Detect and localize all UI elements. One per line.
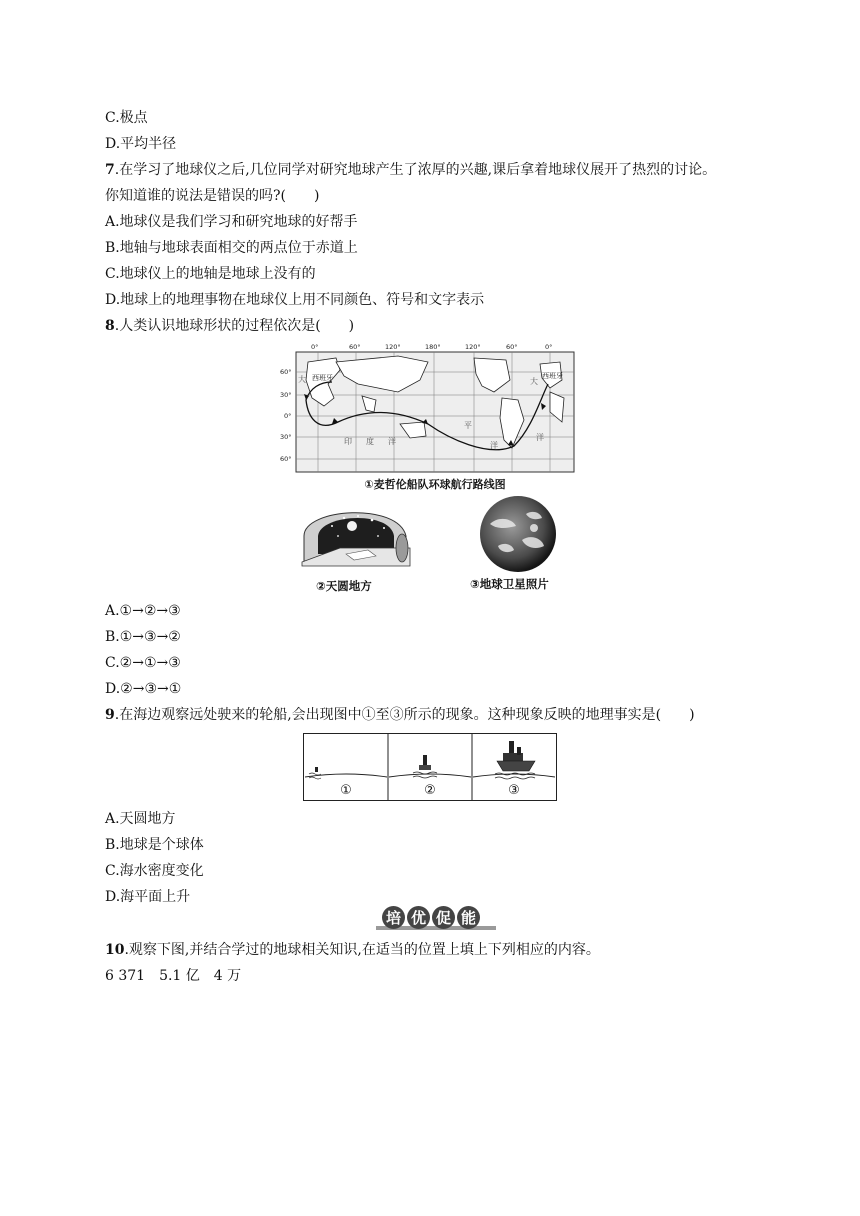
q8-stem-text: .人类认识地球形状的过程依次是( ) xyxy=(114,318,355,334)
section-badge-char: 能 xyxy=(457,906,480,929)
panel-label: ③ xyxy=(508,783,520,798)
q7-stem-line1: .在学习了地球仪之后,几位同学对研究地球产生了浓厚的兴趣,课后拿着地球仪展开了热烈的讨论。 xyxy=(114,162,717,178)
earth-globe-image xyxy=(468,494,568,574)
map-ocean-char: 度 xyxy=(366,437,374,446)
map-place-label: 西班牙 xyxy=(542,372,563,380)
section-badge-char: 优 xyxy=(407,906,430,929)
q8-stem xyxy=(105,317,354,335)
map-lat-label: 30° xyxy=(280,433,292,441)
heaven-round-earth-caption: ②天圆地方 xyxy=(316,579,372,593)
map-lon-label: 120° xyxy=(385,343,401,351)
panel-label: ② xyxy=(424,783,436,798)
map-lon-label: 60° xyxy=(349,343,361,351)
map-lat-label: 30° xyxy=(280,391,292,399)
map-caption: ①麦哲伦船队环球航行路线图 xyxy=(364,478,506,491)
map-place-label: 西班牙 xyxy=(312,374,333,382)
ship-horizon-figure xyxy=(303,733,557,801)
q10-stem xyxy=(105,941,600,959)
q9-option-a: A.天圆地方 xyxy=(105,811,176,827)
dome-illustration xyxy=(298,496,414,572)
map-lat-label: 60° xyxy=(280,368,292,376)
q10-number: 10 xyxy=(105,942,125,958)
q7-option-d: D.地球上的地理事物在地球仪上用不同颜色、符号和文字表示 xyxy=(105,292,485,308)
map-lon-label: 0° xyxy=(545,343,553,351)
q9-number: 9 xyxy=(105,707,115,723)
map-ocean-char: 大 xyxy=(530,377,538,386)
heaven-round-earth-square-figure xyxy=(298,496,414,596)
map-lat-label: 60° xyxy=(280,455,292,463)
map-lon-label: 120° xyxy=(465,343,481,351)
map-lon-label: 180° xyxy=(425,343,441,351)
map-ocean-char: 洋 xyxy=(388,437,396,446)
map-ocean-char: 大 xyxy=(298,375,306,384)
q7-number: 7 xyxy=(105,162,115,178)
section-badge-char: 培 xyxy=(382,906,405,929)
q6-option-c: C.极点 xyxy=(105,110,148,126)
section-badge-char: 促 xyxy=(432,906,455,929)
map-lon-label: 60° xyxy=(506,343,518,351)
map-lon-label: 0° xyxy=(311,343,319,351)
panel-label: ① xyxy=(340,783,352,798)
q9-stem xyxy=(105,706,695,724)
q6-option-d: D.平均半径 xyxy=(105,136,177,152)
map-ocean-char: 印 xyxy=(344,437,352,446)
q9-option-d: D.海平面上升 xyxy=(105,889,191,905)
q10-values: 6 371 5.1 亿 4 万 xyxy=(105,968,242,984)
q8-option-b: B.①→③→② xyxy=(105,629,181,645)
map-ocean-char: 平 xyxy=(464,421,472,430)
q10-stem-text: .观察下图,并结合学过的地球相关知识,在适当的位置上填上下列相应的内容。 xyxy=(124,942,600,958)
q8-number: 8 xyxy=(105,318,115,334)
map-ocean-char: 洋 xyxy=(490,441,498,450)
q8-option-d: D.②→③→① xyxy=(105,681,182,697)
magellan-route-map xyxy=(278,340,578,492)
map-ocean-char: 洋 xyxy=(536,433,544,442)
q9-stem-text: .在海边观察远处驶来的轮船,会出现图中①至③所示的现象。这种现象反映的地理事实是( ) xyxy=(114,707,695,723)
q7-stem xyxy=(105,161,716,179)
q7-stem-line2: 你知道谁的说法是错误的吗?( ) xyxy=(105,188,320,204)
earth-satellite-photo-figure xyxy=(468,494,568,596)
satellite-photo-caption: ③地球卫星照片 xyxy=(470,577,549,591)
q9-option-b: B.地球是个球体 xyxy=(105,837,204,853)
q7-option-a: A.地球仪是我们学习和研究地球的好帮手 xyxy=(105,214,358,230)
q9-option-c: C.海水密度变化 xyxy=(105,863,204,879)
q8-option-a: A.①→②→③ xyxy=(105,603,181,619)
q7-option-c: C.地球仪上的地轴是地球上没有的 xyxy=(105,266,316,282)
map-lat-label: 0° xyxy=(284,412,292,420)
q7-option-b: B.地轴与地球表面相交的两点位于赤道上 xyxy=(105,240,358,256)
section-badge xyxy=(376,906,496,934)
q8-option-c: C.②→①→③ xyxy=(105,655,181,671)
